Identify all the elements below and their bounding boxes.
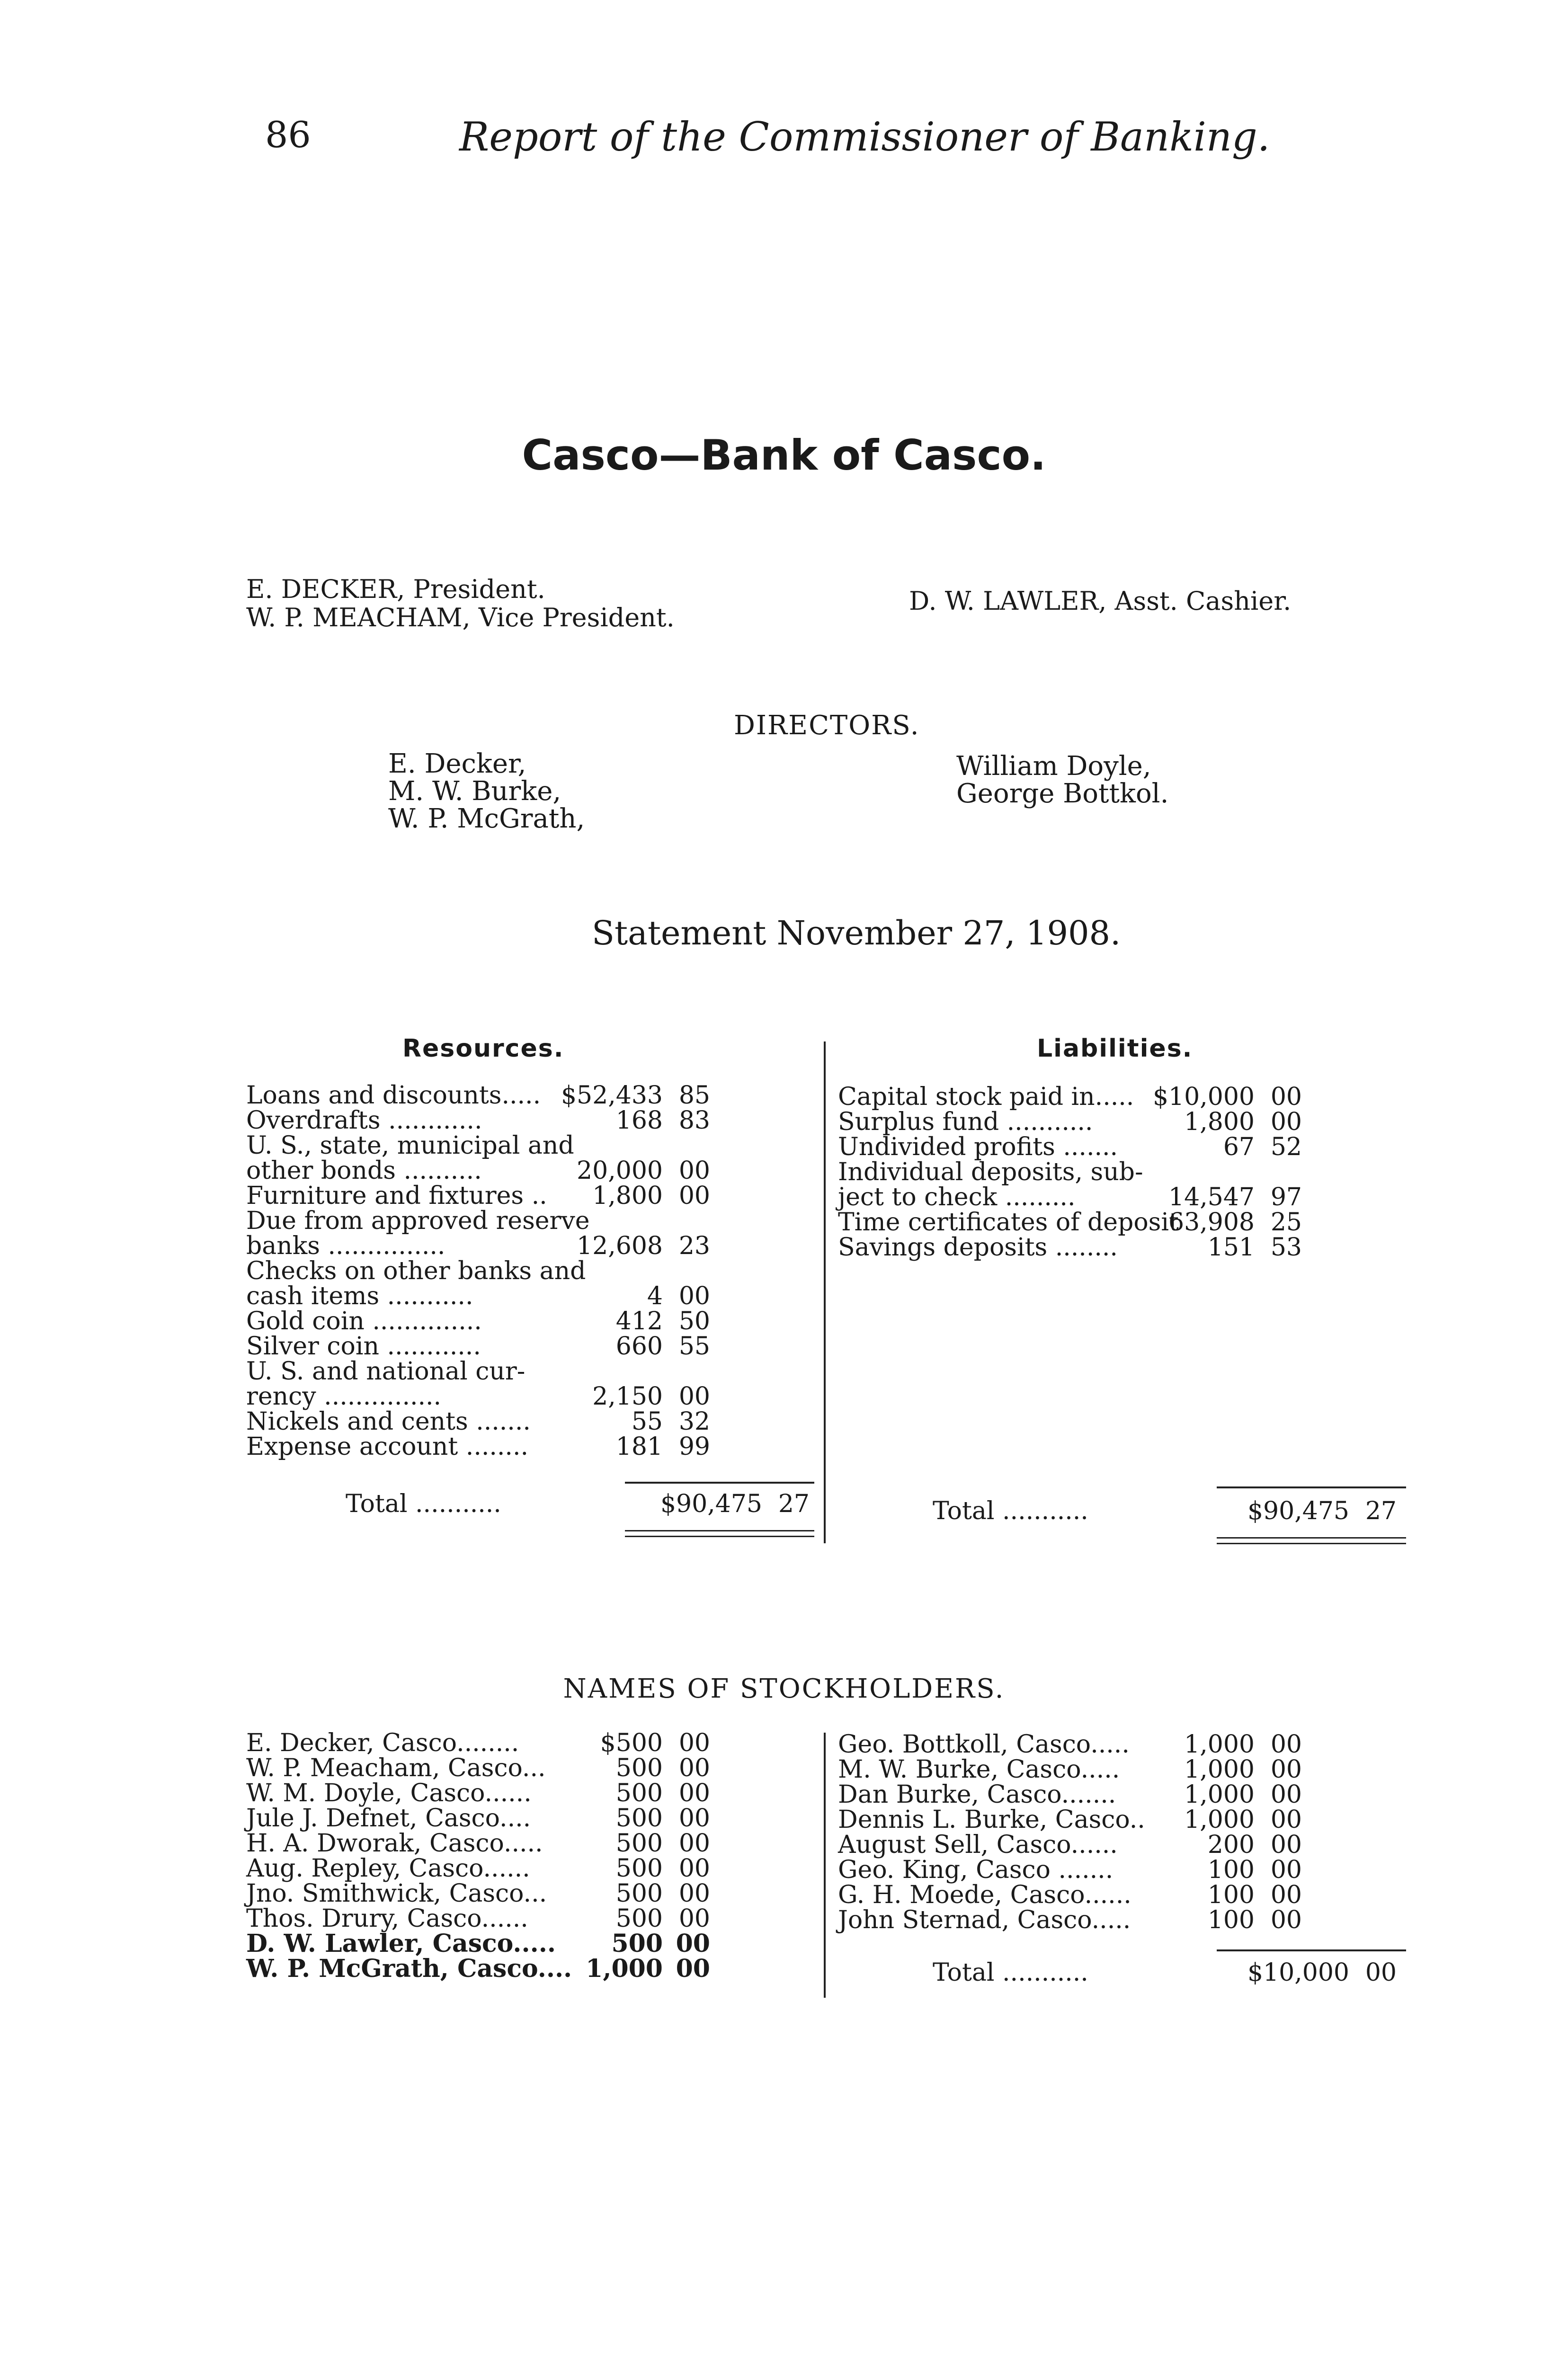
row-cents: 97 xyxy=(1270,1183,1302,1211)
row-cents: 00 xyxy=(1270,1831,1302,1859)
double-rule xyxy=(1217,1543,1406,1544)
stockholders-total-rule xyxy=(1217,1949,1406,1951)
row-dollars: 660 xyxy=(615,1332,663,1361)
total-cents: 00 xyxy=(1365,1958,1397,1987)
row-label: Surplus fund ........... xyxy=(838,1108,1093,1136)
row-cents: 00 xyxy=(678,1804,710,1833)
officer-asst-cashier: D. W. LAWLER, Asst. Cashier. xyxy=(909,586,1292,616)
row-cents: 00 xyxy=(1270,1856,1302,1884)
row-cents: 00 xyxy=(678,1904,710,1933)
row-dollars: $500 xyxy=(600,1729,663,1757)
row-label: Overdrafts ............ xyxy=(246,1106,482,1135)
row-dollars: 1,800 xyxy=(1184,1108,1255,1136)
row-dollars: 100 xyxy=(1207,1881,1255,1909)
row-dollars: $52,433 xyxy=(561,1081,663,1110)
row-cents: 99 xyxy=(678,1433,710,1461)
row-dollars: 500 xyxy=(611,1929,663,1958)
row-dollars: 500 xyxy=(615,1829,663,1858)
row-label: rency ............... xyxy=(246,1382,442,1411)
row-dollars: 1,000 xyxy=(1184,1730,1255,1759)
row-label: G. H. Moede, Casco...... xyxy=(838,1881,1131,1909)
double-rule xyxy=(625,1536,814,1537)
row-cents: 00 xyxy=(678,1729,710,1757)
director-name: George Bottkol. xyxy=(956,778,1169,809)
row-cents: 00 xyxy=(678,1282,710,1310)
row-label: Due from approved reserve xyxy=(246,1207,590,1235)
liabilities-heading: Liabilities. xyxy=(1037,1034,1193,1063)
row-label: Capital stock paid in..... xyxy=(838,1083,1134,1111)
row-label: Savings deposits ........ xyxy=(838,1233,1118,1262)
director-name: William Doyle, xyxy=(956,751,1151,782)
row-dollars: 14,547 xyxy=(1168,1183,1255,1211)
row-label: H. A. Dworak, Casco..... xyxy=(246,1829,543,1858)
row-dollars: 12,608 xyxy=(577,1232,663,1260)
page-number: 86 xyxy=(265,114,311,156)
total-dollars: $90,475 xyxy=(660,1490,762,1518)
row-label: Expense account ........ xyxy=(246,1433,529,1461)
row-cents: 00 xyxy=(678,1854,710,1883)
row-dollars: 500 xyxy=(615,1754,663,1782)
director-name: E. Decker, xyxy=(388,748,526,779)
director-name: M. W. Burke, xyxy=(388,776,561,807)
row-dollars: 55 xyxy=(631,1407,663,1436)
row-dollars: 500 xyxy=(615,1804,663,1833)
row-cents: 00 xyxy=(1270,1108,1302,1136)
row-label: Loans and discounts..... xyxy=(246,1081,541,1110)
total-cents: 27 xyxy=(778,1490,810,1518)
row-dollars: 67 xyxy=(1223,1133,1255,1161)
total-cents: 27 xyxy=(1365,1497,1397,1525)
row-label: W. M. Doyle, Casco...... xyxy=(246,1779,532,1807)
row-cents: 23 xyxy=(678,1232,710,1260)
row-dollars: 1,000 xyxy=(1184,1780,1255,1809)
row-label: M. W. Burke, Casco..... xyxy=(838,1755,1120,1784)
row-cents: 00 xyxy=(678,1382,710,1411)
row-label: Dan Burke, Casco....... xyxy=(838,1780,1116,1809)
row-cents: 00 xyxy=(678,1182,710,1210)
resources-heading: Resources. xyxy=(402,1034,564,1063)
row-dollars: 1,800 xyxy=(592,1182,663,1210)
row-cents: 00 xyxy=(1270,1755,1302,1784)
director-name: W. P. McGrath, xyxy=(388,803,585,834)
row-cents: 85 xyxy=(678,1081,710,1110)
stockholders-divider xyxy=(824,1733,826,1998)
row-cents: 32 xyxy=(678,1407,710,1436)
row-dollars: 181 xyxy=(615,1433,663,1461)
row-label: U. S., state, municipal and xyxy=(246,1131,574,1160)
row-cents: 50 xyxy=(678,1307,710,1335)
running-title: Report of the Commissioner of Banking. xyxy=(459,114,1270,160)
row-dollars: 1,000 xyxy=(1184,1806,1255,1834)
row-label: W. P. McGrath, Casco.... xyxy=(246,1954,572,1983)
row-label: D. W. Lawler, Casco..... xyxy=(246,1929,556,1958)
row-label: U. S. and national cur- xyxy=(246,1357,526,1386)
total-label: Total ........... xyxy=(933,1497,1088,1525)
row-cents: 00 xyxy=(1270,1806,1302,1834)
row-label: Undivided profits ....... xyxy=(838,1133,1118,1161)
stockholders-heading: NAMES OF STOCKHOLDERS. xyxy=(563,1673,1005,1704)
row-cents: 00 xyxy=(678,1779,710,1807)
total-dollars: $10,000 xyxy=(1247,1958,1349,1987)
double-rule xyxy=(625,1530,814,1531)
row-label: Nickels and cents ....... xyxy=(246,1407,531,1436)
row-dollars: 500 xyxy=(615,1779,663,1807)
officer-president: E. DECKER, President. xyxy=(246,574,545,604)
row-label: W. P. Meacham, Casco... xyxy=(246,1754,546,1782)
row-cents: 52 xyxy=(1270,1133,1302,1161)
statement-title: Statement November 27, 1908. xyxy=(592,914,1121,952)
row-cents: 55 xyxy=(678,1332,710,1361)
row-cents: 00 xyxy=(676,1954,710,1983)
double-rule xyxy=(1217,1537,1406,1539)
row-label: cash items ........... xyxy=(246,1282,473,1310)
total-dollars: $90,475 xyxy=(1247,1497,1349,1525)
row-label: August Sell, Casco...... xyxy=(838,1831,1118,1859)
officer-vice-president: W. P. MEACHAM, Vice President. xyxy=(246,603,675,632)
row-label: E. Decker, Casco........ xyxy=(246,1729,519,1757)
row-cents: 00 xyxy=(1270,1780,1302,1809)
row-dollars: 151 xyxy=(1207,1233,1255,1262)
row-dollars: 100 xyxy=(1207,1906,1255,1934)
row-label: Thos. Drury, Casco...... xyxy=(246,1904,528,1933)
row-label: Geo. King, Casco ....... xyxy=(838,1856,1114,1884)
row-label: Silver coin ............ xyxy=(246,1332,481,1361)
row-dollars: $10,000 xyxy=(1152,1083,1255,1111)
row-label: Gold coin .............. xyxy=(246,1307,482,1335)
row-cents: 00 xyxy=(678,1879,710,1908)
row-cents: 00 xyxy=(678,1829,710,1858)
row-dollars: 412 xyxy=(615,1307,663,1335)
bank-title: Casco—Bank of Casco. xyxy=(522,431,1046,480)
row-dollars: 500 xyxy=(615,1904,663,1933)
resources-total-rule xyxy=(625,1482,814,1484)
row-label: John Sternad, Casco..... xyxy=(838,1906,1131,1934)
row-label: Checks on other banks and xyxy=(246,1257,586,1285)
row-label: banks ............... xyxy=(246,1232,445,1260)
total-label: Total ........... xyxy=(933,1958,1088,1987)
row-cents: 00 xyxy=(1270,1730,1302,1759)
row-dollars: 63,908 xyxy=(1168,1208,1255,1237)
row-dollars: 168 xyxy=(615,1106,663,1135)
directors-heading: DIRECTORS. xyxy=(734,710,920,741)
row-cents: 00 xyxy=(1270,1906,1302,1934)
center-divider xyxy=(824,1041,826,1543)
row-dollars: 500 xyxy=(615,1879,663,1908)
row-cents: 00 xyxy=(678,1754,710,1782)
row-cents: 83 xyxy=(678,1106,710,1135)
row-cents: 00 xyxy=(678,1157,710,1185)
total-label: Total ........... xyxy=(346,1490,501,1518)
row-label: Time certificates of deposit xyxy=(838,1208,1179,1237)
row-label: other bonds .......... xyxy=(246,1157,482,1185)
row-dollars: 1,000 xyxy=(586,1954,663,1983)
row-cents: 00 xyxy=(676,1929,710,1958)
row-cents: 00 xyxy=(1270,1083,1302,1111)
row-label: Jule J. Defnet, Casco.... xyxy=(246,1804,531,1833)
row-label: Geo. Bottkoll, Casco..... xyxy=(838,1730,1130,1759)
row-cents: 25 xyxy=(1270,1208,1302,1237)
row-dollars: 200 xyxy=(1207,1831,1255,1859)
row-cents: 53 xyxy=(1270,1233,1302,1262)
row-dollars: 2,150 xyxy=(592,1382,663,1411)
row-label: ject to check ......... xyxy=(838,1183,1076,1211)
row-cents: 00 xyxy=(1270,1881,1302,1909)
row-label: Aug. Repley, Casco...... xyxy=(246,1854,530,1883)
row-label: Jno. Smithwick, Casco... xyxy=(246,1879,547,1908)
row-dollars: 4 xyxy=(647,1282,663,1310)
row-dollars: 500 xyxy=(615,1854,663,1883)
liabilities-total-rule xyxy=(1217,1486,1406,1488)
row-dollars: 1,000 xyxy=(1184,1755,1255,1784)
row-dollars: 20,000 xyxy=(577,1157,663,1185)
row-dollars: 100 xyxy=(1207,1856,1255,1884)
row-label: Individual deposits, sub- xyxy=(838,1158,1143,1186)
row-label: Furniture and fixtures .. xyxy=(246,1182,547,1210)
row-label: Dennis L. Burke, Casco.. xyxy=(838,1806,1145,1834)
